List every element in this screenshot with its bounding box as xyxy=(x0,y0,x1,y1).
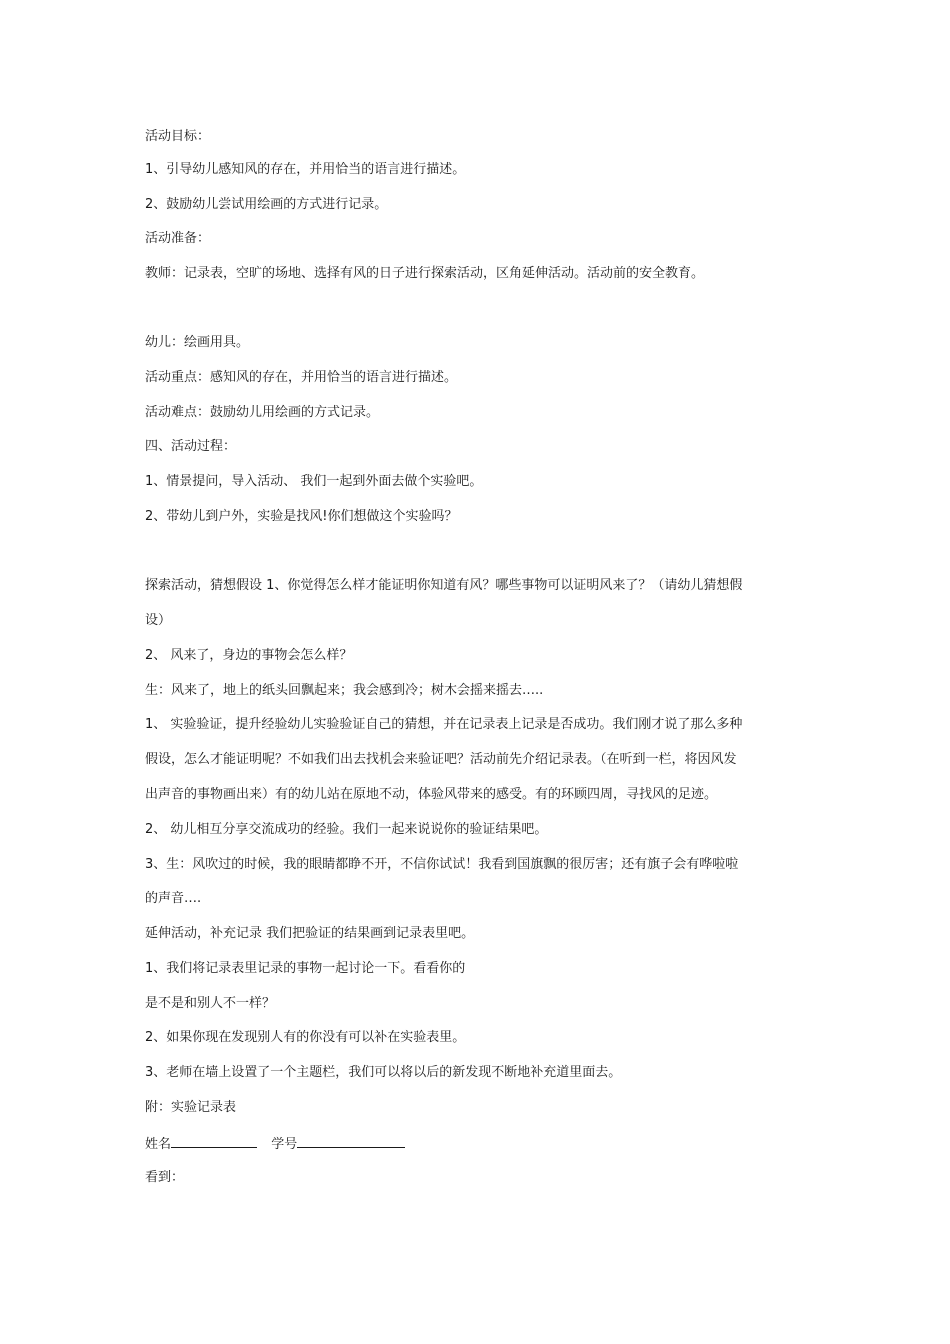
explore-step-2: 2、 风来了，身边的事物会怎么样？ xyxy=(145,648,353,663)
name-id-line xyxy=(145,1134,405,1154)
difficult-point: 活动难点：鼓励幼儿用绘画的方式记录。 xyxy=(145,405,380,420)
verify-paragraph-line-3: 出声音的事物画出来）有的幼儿站在原地不动，体验风带来的感受。有的环顾四周，寻找风的足迹。 xyxy=(145,787,718,802)
goal-item-1: 1、引导幼儿感知风的存在，并用恰当的语言进行描述。 xyxy=(145,162,466,177)
explore-paragraph-line-2: 设） xyxy=(145,613,172,628)
process-step-1: 1、情景提问，导入活动、 我们一起到外面去做个实验吧。 xyxy=(145,474,483,489)
goal-item-2: 2、鼓励幼儿尝试用绘画的方式进行记录。 xyxy=(145,197,388,212)
student-quote-line-2: 的声音…. xyxy=(145,891,202,906)
extension-step-3: 3、老师在墙上设置了一个主题栏，我们可以将以后的新发现不断地补充道里面去。 xyxy=(145,1065,622,1080)
teacher-preparation: 教师：记录表，空旷的场地、选择有风的日子进行探索活动，区角延伸活动。活动前的安全教育。 xyxy=(145,266,705,281)
extension-step-1-line-1: 1、我们将记录表里记录的事物一起讨论一下。看看你的 xyxy=(145,961,466,976)
heading-preparation: 活动准备： xyxy=(145,231,211,246)
name-blank xyxy=(171,1134,257,1148)
student-answer: 生：风来了，地上的纸头回飘起来；我会感到冷；树木会摇来摇去….. xyxy=(145,683,544,698)
verify-paragraph-line-2: 假设，怎么才能证明呢？不如我们出去找机会来验证吧？活动前先介绍记录表。（在听到一栏，将因风发 xyxy=(145,752,737,767)
explore-paragraph-line-1: 探索活动，猜想假设 1、你觉得怎么样才能证明你知道有风？哪些事物可以证明风来了？（请幼儿猜想假 xyxy=(145,578,743,593)
extension-step-1-line-2: 是不是和别人不一样？ xyxy=(145,996,276,1011)
appendix-title: 附：实验记录表 xyxy=(145,1100,237,1115)
child-preparation: 幼儿：绘画用具。 xyxy=(145,335,250,350)
seen-label: 看到： xyxy=(145,1170,185,1185)
heading-process: 四、活动过程： xyxy=(145,439,237,454)
student-quote-line-1: 3、生：风吹过的时候，我的眼睛都睁不开，不信你试试！我看到国旗飘的很厉害；还有旗子会有哗啦啦 xyxy=(145,857,739,872)
student-id-blank xyxy=(297,1134,405,1148)
name-label: 姓名 xyxy=(145,1137,172,1152)
share-step: 2、 幼儿相互分享交流成功的经验。我们一起来说说你的验证结果吧。 xyxy=(145,822,548,837)
student-id-label: 学号 xyxy=(271,1137,298,1152)
heading-goals: 活动目标： xyxy=(145,129,211,144)
process-step-2: 2、带幼儿到户外，实验是找风!你们想做这个实验吗？ xyxy=(145,509,458,524)
extension-step-2: 2、如果你现在发现别人有的你没有可以补在实验表里。 xyxy=(145,1030,466,1045)
key-point: 活动重点：感知风的存在，并用恰当的语言进行描述。 xyxy=(145,370,458,385)
verify-paragraph-line-1: 1、 实验验证，提升经验幼儿实验验证自己的猜想，并在记录表上记录是否成功。我们刚才说了那么多种 xyxy=(145,717,743,732)
extension-heading: 延伸活动，补充记录 我们把验证的结果画到记录表里吧。 xyxy=(145,926,475,941)
